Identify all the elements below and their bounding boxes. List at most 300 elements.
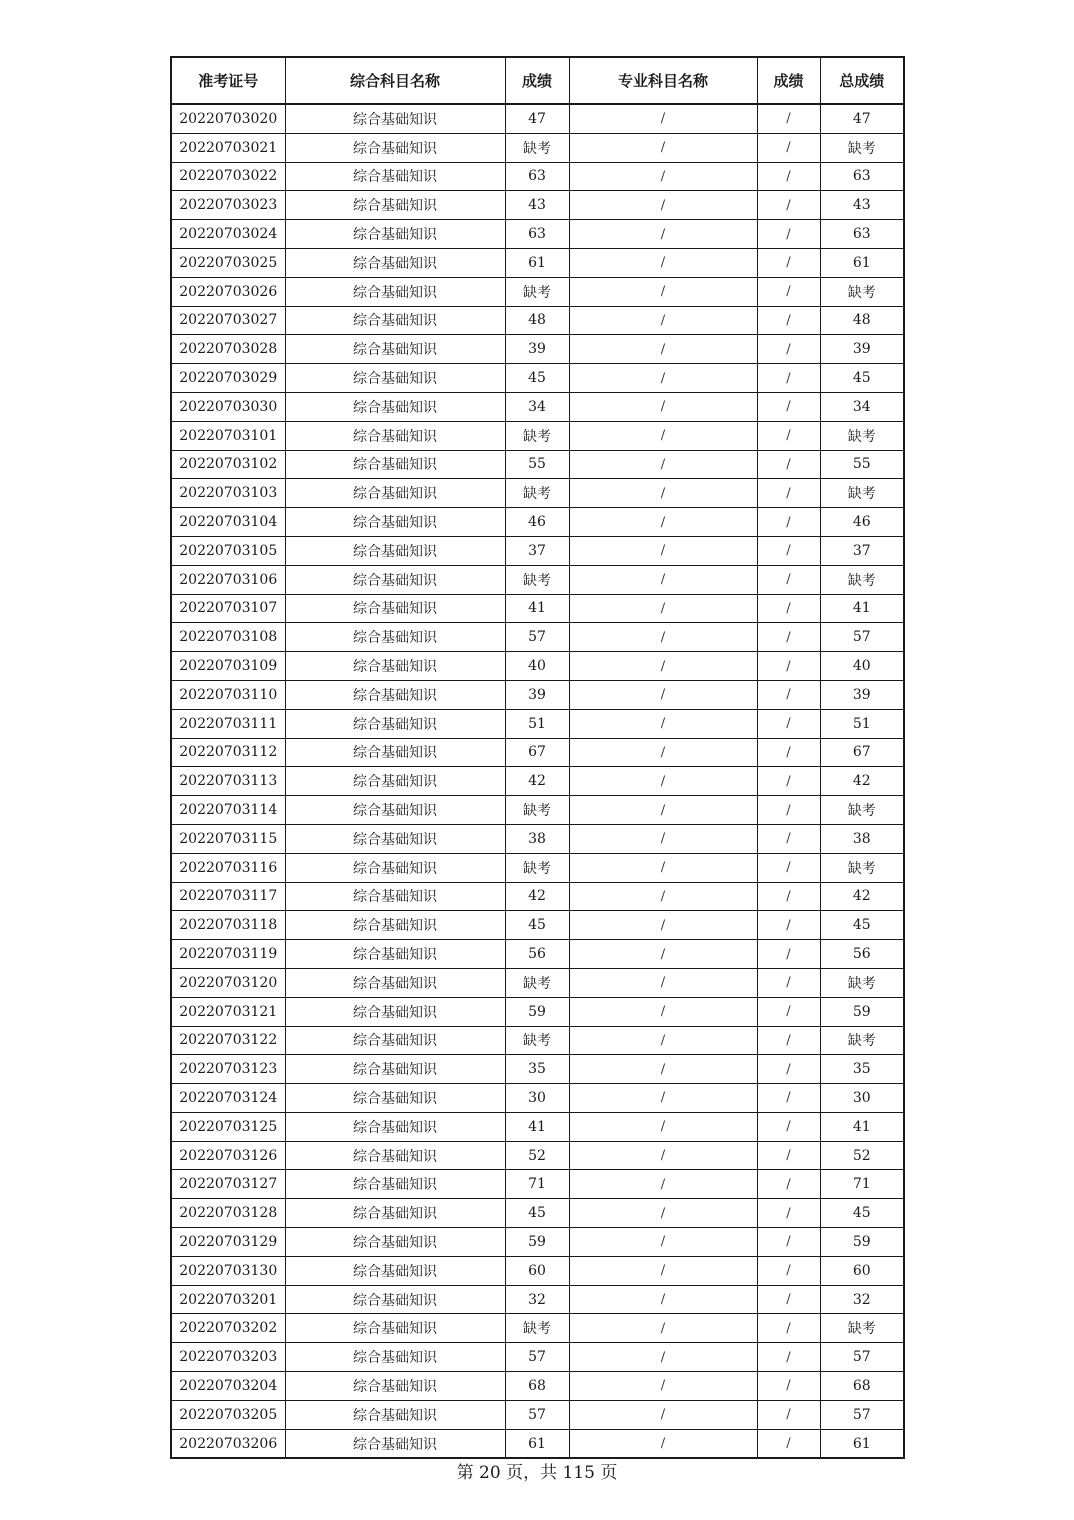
table-row <box>171 824 904 853</box>
major-subject-cell: / <box>569 997 757 1026</box>
general-score-cell: 缺考 <box>505 1314 569 1343</box>
general-subject-cell: 综合基础知识 <box>285 623 505 652</box>
admission-number-cell: 20220703024 <box>171 220 285 249</box>
general-subject-cell: 综合基础知识 <box>285 335 505 364</box>
total-score-cell: 40 <box>820 652 904 681</box>
general-subject-cell: 综合基础知识 <box>285 1372 505 1401</box>
general-score-cell: 55 <box>505 450 569 479</box>
total-score-cell: 缺考 <box>820 796 904 825</box>
major-subject-cell: / <box>569 652 757 681</box>
total-score-cell: 34 <box>820 392 904 421</box>
admission-number-cell: 20220703206 <box>171 1429 285 1458</box>
admission-number-cell: 20220703020 <box>171 104 285 133</box>
major-subject-cell: / <box>569 104 757 133</box>
major-subject-cell: / <box>569 536 757 565</box>
total-score-cell: 缺考 <box>820 277 904 306</box>
total-score-cell: 39 <box>820 680 904 709</box>
total-score-cell: 63 <box>820 162 904 191</box>
table-row <box>171 1112 904 1141</box>
admission-number-cell: 20220703127 <box>171 1170 285 1199</box>
general-score-cell: 48 <box>505 306 569 335</box>
major-subject-cell: / <box>569 1228 757 1257</box>
table-row <box>171 594 904 623</box>
admission-number-cell: 20220703107 <box>171 594 285 623</box>
total-score-cell: 32 <box>820 1285 904 1314</box>
total-score-cell: 57 <box>820 623 904 652</box>
major-score-cell: / <box>757 968 820 997</box>
table-row <box>171 1055 904 1084</box>
admission-number-cell: 20220703115 <box>171 824 285 853</box>
general-score-cell: 45 <box>505 1199 569 1228</box>
total-score-cell: 60 <box>820 1256 904 1285</box>
table-row <box>171 968 904 997</box>
table-row <box>171 652 904 681</box>
general-subject-cell: 综合基础知识 <box>285 162 505 191</box>
general-score-cell: 32 <box>505 1285 569 1314</box>
table-row <box>171 162 904 191</box>
major-subject-cell: / <box>569 911 757 940</box>
major-score-cell: / <box>757 133 820 162</box>
total-score-cell: 42 <box>820 882 904 911</box>
general-score-cell: 39 <box>505 680 569 709</box>
table-row <box>171 248 904 277</box>
general-subject-cell: 综合基础知识 <box>285 479 505 508</box>
table-row <box>171 450 904 479</box>
major-subject-cell: / <box>569 335 757 364</box>
admission-number-cell: 20220703117 <box>171 882 285 911</box>
admission-number-cell: 20220703023 <box>171 191 285 220</box>
table-row <box>171 738 904 767</box>
major-score-cell: / <box>757 536 820 565</box>
general-subject-cell: 综合基础知识 <box>285 1285 505 1314</box>
general-subject-cell: 综合基础知识 <box>285 1055 505 1084</box>
table-row <box>171 335 904 364</box>
header-total-score: 总成绩 <box>820 57 904 104</box>
admission-number-cell: 20220703116 <box>171 853 285 882</box>
major-score-cell: / <box>757 1026 820 1055</box>
major-score-cell: / <box>757 335 820 364</box>
header-general-score: 成绩 <box>505 57 569 104</box>
general-subject-cell: 综合基础知识 <box>285 968 505 997</box>
major-subject-cell: / <box>569 277 757 306</box>
admission-number-cell: 20220703109 <box>171 652 285 681</box>
table-row <box>171 1084 904 1113</box>
general-score-cell: 42 <box>505 882 569 911</box>
score-table <box>170 56 905 1459</box>
general-subject-cell: 综合基础知识 <box>285 1256 505 1285</box>
total-score-cell: 63 <box>820 220 904 249</box>
table-row <box>171 1228 904 1257</box>
admission-number-cell: 20220703204 <box>171 1372 285 1401</box>
general-subject-cell: 综合基础知识 <box>285 1026 505 1055</box>
table-row <box>171 1256 904 1285</box>
total-score-cell: 57 <box>820 1400 904 1429</box>
general-subject-cell: 综合基础知识 <box>285 536 505 565</box>
total-score-cell: 61 <box>820 248 904 277</box>
table-row <box>171 306 904 335</box>
admission-number-cell: 20220703203 <box>171 1343 285 1372</box>
header-major-subject: 专业科目名称 <box>569 57 757 104</box>
total-score-cell: 37 <box>820 536 904 565</box>
general-subject-cell: 综合基础知识 <box>285 1228 505 1257</box>
general-subject-cell: 综合基础知识 <box>285 767 505 796</box>
total-score-cell: 缺考 <box>820 479 904 508</box>
total-score-cell: 42 <box>820 767 904 796</box>
total-score-cell: 缺考 <box>820 565 904 594</box>
total-score-cell: 39 <box>820 335 904 364</box>
major-score-cell: / <box>757 1256 820 1285</box>
general-subject-cell: 综合基础知识 <box>285 1343 505 1372</box>
major-score-cell: / <box>757 1372 820 1401</box>
table-row <box>171 479 904 508</box>
table-row <box>171 220 904 249</box>
admission-number-cell: 20220703029 <box>171 364 285 393</box>
table-row <box>171 680 904 709</box>
table-row <box>171 911 904 940</box>
general-subject-cell: 综合基础知识 <box>285 911 505 940</box>
total-score-cell: 67 <box>820 738 904 767</box>
major-score-cell: / <box>757 853 820 882</box>
general-subject-cell: 综合基础知识 <box>285 594 505 623</box>
general-subject-cell: 综合基础知识 <box>285 191 505 220</box>
general-score-cell: 45 <box>505 364 569 393</box>
major-subject-cell: / <box>569 306 757 335</box>
major-subject-cell: / <box>569 1285 757 1314</box>
major-subject-cell: / <box>569 623 757 652</box>
total-score-cell: 51 <box>820 709 904 738</box>
general-subject-cell: 综合基础知识 <box>285 1141 505 1170</box>
general-score-cell: 61 <box>505 1429 569 1458</box>
admission-number-cell: 20220703202 <box>171 1314 285 1343</box>
table-row <box>171 940 904 969</box>
major-subject-cell: / <box>569 738 757 767</box>
major-score-cell: / <box>757 508 820 537</box>
major-score-cell: / <box>757 940 820 969</box>
admission-number-cell: 20220703113 <box>171 767 285 796</box>
total-score-cell: 47 <box>820 104 904 133</box>
general-score-cell: 41 <box>505 1112 569 1141</box>
total-score-cell: 缺考 <box>820 133 904 162</box>
major-subject-cell: / <box>569 594 757 623</box>
major-subject-cell: / <box>569 1429 757 1458</box>
major-score-cell: / <box>757 479 820 508</box>
general-subject-cell: 综合基础知识 <box>285 1084 505 1113</box>
general-score-cell: 57 <box>505 1343 569 1372</box>
major-subject-cell: / <box>569 1314 757 1343</box>
header-major-score: 成绩 <box>757 57 820 104</box>
general-score-cell: 45 <box>505 911 569 940</box>
major-subject-cell: / <box>569 882 757 911</box>
general-score-cell: 缺考 <box>505 796 569 825</box>
major-score-cell: / <box>757 191 820 220</box>
admission-number-cell: 20220703021 <box>171 133 285 162</box>
general-score-cell: 缺考 <box>505 1026 569 1055</box>
general-score-cell: 43 <box>505 191 569 220</box>
total-score-cell: 59 <box>820 1228 904 1257</box>
general-subject-cell: 综合基础知识 <box>285 104 505 133</box>
major-subject-cell: / <box>569 709 757 738</box>
admission-number-cell: 20220703201 <box>171 1285 285 1314</box>
major-subject-cell: / <box>569 1372 757 1401</box>
major-subject-cell: / <box>569 364 757 393</box>
general-score-cell: 41 <box>505 594 569 623</box>
general-subject-cell: 综合基础知识 <box>285 1199 505 1228</box>
general-subject-cell: 综合基础知识 <box>285 709 505 738</box>
general-subject-cell: 综合基础知识 <box>285 940 505 969</box>
total-score-cell: 52 <box>820 1141 904 1170</box>
general-score-cell: 30 <box>505 1084 569 1113</box>
general-score-cell: 67 <box>505 738 569 767</box>
general-score-cell: 缺考 <box>505 968 569 997</box>
general-subject-cell: 综合基础知识 <box>285 421 505 450</box>
admission-number-cell: 20220703104 <box>171 508 285 537</box>
general-score-cell: 57 <box>505 623 569 652</box>
table-row <box>171 133 904 162</box>
total-score-cell: 43 <box>820 191 904 220</box>
admission-number-cell: 20220703123 <box>171 1055 285 1084</box>
major-score-cell: / <box>757 450 820 479</box>
admission-number-cell: 20220703025 <box>171 248 285 277</box>
admission-number-cell: 20220703125 <box>171 1112 285 1141</box>
major-score-cell: / <box>757 882 820 911</box>
major-subject-cell: / <box>569 1112 757 1141</box>
table-row <box>171 853 904 882</box>
major-score-cell: / <box>757 1343 820 1372</box>
table-row <box>171 104 904 133</box>
admission-number-cell: 20220703103 <box>171 479 285 508</box>
table-row <box>171 997 904 1026</box>
table-row <box>171 1429 904 1458</box>
table-row <box>171 1026 904 1055</box>
general-score-cell: 60 <box>505 1256 569 1285</box>
major-score-cell: / <box>757 364 820 393</box>
major-subject-cell: / <box>569 508 757 537</box>
total-score-cell: 45 <box>820 911 904 940</box>
total-score-cell: 缺考 <box>820 1314 904 1343</box>
major-subject-cell: / <box>569 1199 757 1228</box>
general-subject-cell: 综合基础知识 <box>285 220 505 249</box>
general-score-cell: 46 <box>505 508 569 537</box>
table-row <box>171 1372 904 1401</box>
general-subject-cell: 综合基础知识 <box>285 824 505 853</box>
general-score-cell: 61 <box>505 248 569 277</box>
table-row <box>171 709 904 738</box>
general-score-cell: 缺考 <box>505 853 569 882</box>
table-header-row <box>171 57 904 104</box>
general-score-cell: 缺考 <box>505 133 569 162</box>
general-score-cell: 39 <box>505 335 569 364</box>
admission-number-cell: 20220703128 <box>171 1199 285 1228</box>
admission-number-cell: 20220703129 <box>171 1228 285 1257</box>
major-score-cell: / <box>757 1429 820 1458</box>
admission-number-cell: 20220703102 <box>171 450 285 479</box>
major-subject-cell: / <box>569 940 757 969</box>
table-row <box>171 623 904 652</box>
table-row <box>171 882 904 911</box>
major-score-cell: / <box>757 1055 820 1084</box>
general-score-cell: 37 <box>505 536 569 565</box>
major-score-cell: / <box>757 1141 820 1170</box>
general-subject-cell: 综合基础知识 <box>285 277 505 306</box>
admission-number-cell: 20220703121 <box>171 997 285 1026</box>
major-score-cell: / <box>757 709 820 738</box>
major-subject-cell: / <box>569 767 757 796</box>
major-score-cell: / <box>757 652 820 681</box>
total-score-cell: 35 <box>820 1055 904 1084</box>
admission-number-cell: 20220703026 <box>171 277 285 306</box>
major-score-cell: / <box>757 594 820 623</box>
major-subject-cell: / <box>569 1055 757 1084</box>
major-score-cell: / <box>757 220 820 249</box>
major-score-cell: / <box>757 997 820 1026</box>
general-subject-cell: 综合基础知识 <box>285 652 505 681</box>
admission-number-cell: 20220703022 <box>171 162 285 191</box>
total-score-cell: 缺考 <box>820 421 904 450</box>
general-score-cell: 56 <box>505 940 569 969</box>
major-subject-cell: / <box>569 680 757 709</box>
major-subject-cell: / <box>569 1400 757 1429</box>
major-score-cell: / <box>757 306 820 335</box>
admission-number-cell: 20220703120 <box>171 968 285 997</box>
admission-number-cell: 20220703122 <box>171 1026 285 1055</box>
general-score-cell: 35 <box>505 1055 569 1084</box>
major-subject-cell: / <box>569 1141 757 1170</box>
major-score-cell: / <box>757 623 820 652</box>
general-subject-cell: 综合基础知识 <box>285 565 505 594</box>
admission-number-cell: 20220703114 <box>171 796 285 825</box>
general-subject-cell: 综合基础知识 <box>285 1112 505 1141</box>
table-body <box>171 104 904 1458</box>
admission-number-cell: 20220703105 <box>171 536 285 565</box>
major-subject-cell: / <box>569 392 757 421</box>
total-score-cell: 56 <box>820 940 904 969</box>
general-score-cell: 63 <box>505 162 569 191</box>
admission-number-cell: 20220703124 <box>171 1084 285 1113</box>
header-admission-number: 准考证号 <box>171 57 285 104</box>
total-score-cell: 缺考 <box>820 968 904 997</box>
admission-number-cell: 20220703101 <box>171 421 285 450</box>
major-score-cell: / <box>757 824 820 853</box>
major-subject-cell: / <box>569 191 757 220</box>
major-subject-cell: / <box>569 162 757 191</box>
table-row <box>171 1285 904 1314</box>
admission-number-cell: 20220703205 <box>171 1400 285 1429</box>
table-row <box>171 796 904 825</box>
major-score-cell: / <box>757 104 820 133</box>
general-score-cell: 缺考 <box>505 565 569 594</box>
major-score-cell: / <box>757 277 820 306</box>
total-score-cell: 71 <box>820 1170 904 1199</box>
general-score-cell: 缺考 <box>505 421 569 450</box>
header-general-subject: 综合科目名称 <box>285 57 505 104</box>
general-subject-cell: 综合基础知识 <box>285 853 505 882</box>
major-score-cell: / <box>757 911 820 940</box>
general-subject-cell: 综合基础知识 <box>285 306 505 335</box>
major-score-cell: / <box>757 1228 820 1257</box>
general-score-cell: 57 <box>505 1400 569 1429</box>
table-row <box>171 536 904 565</box>
total-score-cell: 46 <box>820 508 904 537</box>
general-subject-cell: 综合基础知识 <box>285 364 505 393</box>
major-score-cell: / <box>757 1112 820 1141</box>
table-row <box>171 508 904 537</box>
total-score-cell: 45 <box>820 364 904 393</box>
table-row <box>171 364 904 393</box>
general-score-cell: 34 <box>505 392 569 421</box>
table-row <box>171 392 904 421</box>
total-score-cell: 缺考 <box>820 853 904 882</box>
total-score-cell: 38 <box>820 824 904 853</box>
table-row <box>171 1314 904 1343</box>
major-subject-cell: / <box>569 220 757 249</box>
general-subject-cell: 综合基础知识 <box>285 392 505 421</box>
table-row <box>171 767 904 796</box>
general-score-cell: 47 <box>505 104 569 133</box>
table-row <box>171 1400 904 1429</box>
general-subject-cell: 综合基础知识 <box>285 882 505 911</box>
total-score-cell: 41 <box>820 1112 904 1141</box>
total-score-cell: 30 <box>820 1084 904 1113</box>
major-subject-cell: / <box>569 133 757 162</box>
admission-number-cell: 20220703112 <box>171 738 285 767</box>
major-subject-cell: / <box>569 450 757 479</box>
major-score-cell: / <box>757 1170 820 1199</box>
general-score-cell: 38 <box>505 824 569 853</box>
major-score-cell: / <box>757 738 820 767</box>
major-score-cell: / <box>757 1400 820 1429</box>
general-score-cell: 42 <box>505 767 569 796</box>
total-score-cell: 59 <box>820 997 904 1026</box>
major-score-cell: / <box>757 680 820 709</box>
major-score-cell: / <box>757 796 820 825</box>
admission-number-cell: 20220703106 <box>171 565 285 594</box>
major-subject-cell: / <box>569 1026 757 1055</box>
major-score-cell: / <box>757 1314 820 1343</box>
major-subject-cell: / <box>569 248 757 277</box>
major-score-cell: / <box>757 1285 820 1314</box>
table-row <box>171 1343 904 1372</box>
major-score-cell: / <box>757 565 820 594</box>
admission-number-cell: 20220703118 <box>171 911 285 940</box>
total-score-cell: 45 <box>820 1199 904 1228</box>
general-subject-cell: 综合基础知识 <box>285 1170 505 1199</box>
admission-number-cell: 20220703028 <box>171 335 285 364</box>
major-subject-cell: / <box>569 824 757 853</box>
major-score-cell: / <box>757 421 820 450</box>
general-score-cell: 68 <box>505 1372 569 1401</box>
total-score-cell: 68 <box>820 1372 904 1401</box>
major-subject-cell: / <box>569 1084 757 1113</box>
general-score-cell: 59 <box>505 997 569 1026</box>
general-score-cell: 缺考 <box>505 277 569 306</box>
major-subject-cell: / <box>569 1170 757 1199</box>
major-score-cell: / <box>757 1084 820 1113</box>
general-subject-cell: 综合基础知识 <box>285 1429 505 1458</box>
general-score-cell: 71 <box>505 1170 569 1199</box>
table-row <box>171 191 904 220</box>
general-score-cell: 40 <box>505 652 569 681</box>
admission-number-cell: 20220703130 <box>171 1256 285 1285</box>
general-subject-cell: 综合基础知识 <box>285 997 505 1026</box>
major-subject-cell: / <box>569 1256 757 1285</box>
total-score-cell: 48 <box>820 306 904 335</box>
general-subject-cell: 综合基础知识 <box>285 450 505 479</box>
major-score-cell: / <box>757 162 820 191</box>
major-subject-cell: / <box>569 796 757 825</box>
general-score-cell: 51 <box>505 709 569 738</box>
table-row <box>171 565 904 594</box>
admission-number-cell: 20220703111 <box>171 709 285 738</box>
